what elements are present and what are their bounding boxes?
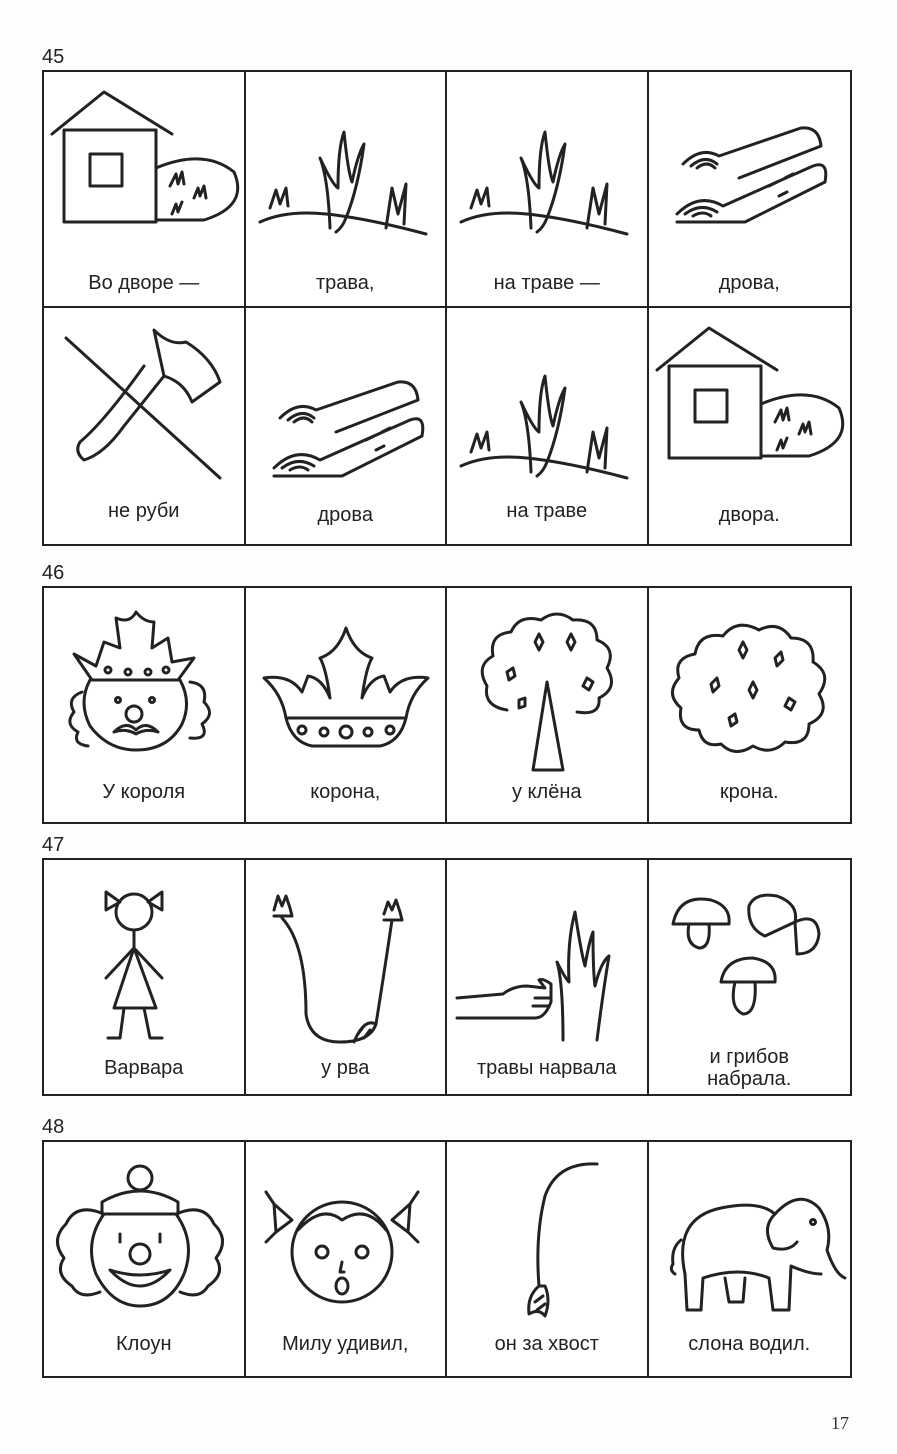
page-number: 17 [831, 1413, 849, 1433]
picture-card [649, 72, 851, 308]
crossed-axe-icon [44, 326, 244, 486]
grass-icon [447, 118, 647, 248]
exercise-48-grid [42, 1140, 852, 1378]
exercise-45-grid [42, 70, 852, 546]
picture-card [447, 860, 649, 1094]
clown-face-icon [44, 1162, 244, 1322]
picture-card [649, 308, 851, 544]
card-caption: и грибов набрала. [707, 1046, 792, 1090]
mushrooms-icon [649, 882, 849, 1032]
card-caption: Клоун [116, 1333, 172, 1355]
grass-icon [447, 362, 647, 492]
picture-card [246, 860, 448, 1094]
picture-card [649, 1142, 851, 1376]
girl-figure-icon [44, 878, 244, 1048]
card-caption: Милу удивил, [282, 1333, 409, 1355]
card-caption: травы нарвала [476, 1057, 617, 1079]
card-caption: дрова, [718, 272, 780, 294]
card-caption: у клёна [512, 781, 582, 803]
card-caption: двора. [718, 504, 780, 526]
picture-card [447, 588, 649, 822]
picture-card [44, 860, 246, 1094]
house-with-grass-icon [649, 322, 849, 472]
house-with-grass-icon [44, 86, 244, 236]
card-caption: слона водил. [688, 1333, 811, 1355]
grass-icon [246, 118, 446, 248]
picture-card [246, 1142, 448, 1376]
picture-card [246, 588, 448, 822]
ditch-icon [246, 874, 446, 1054]
tree-crown-icon [649, 610, 849, 760]
exercise-number: 45 [42, 46, 65, 68]
card-caption: не руби [108, 500, 180, 522]
card-caption: трава, [316, 272, 375, 294]
picture-card [246, 308, 448, 544]
surprised-girl-icon [246, 1170, 446, 1320]
exercise-46-grid [42, 586, 852, 824]
card-caption: на траве [506, 500, 588, 522]
card-caption: Варвара [104, 1057, 184, 1079]
king-face-icon [44, 602, 244, 762]
exercise-number: 48 [42, 1116, 65, 1138]
card-caption: он за хвост [494, 1333, 599, 1355]
picture-card [447, 308, 649, 544]
card-caption: Во дворе — [88, 272, 200, 294]
picture-card [447, 1142, 649, 1376]
card-caption: корона, [310, 781, 381, 803]
card-caption: У короля [102, 781, 186, 803]
elephant-tail-icon [447, 1156, 647, 1326]
picture-card [246, 72, 448, 308]
picture-card [649, 588, 851, 822]
card-caption: у рва [321, 1057, 370, 1079]
firewood-logs-icon [246, 360, 446, 490]
firewood-logs-icon [649, 106, 849, 236]
picture-card [44, 72, 246, 308]
maple-tree-icon [447, 602, 647, 772]
elephant-icon [649, 1178, 849, 1318]
picture-card [44, 308, 246, 544]
exercise-number: 46 [42, 562, 65, 584]
card-caption: крона. [719, 781, 779, 803]
picture-card [44, 588, 246, 822]
picture-card [649, 860, 851, 1094]
crown-icon [246, 622, 446, 762]
card-caption: на траве — [493, 272, 600, 294]
exercise-47-grid [42, 858, 852, 1096]
hand-grass-icon [447, 902, 647, 1042]
picture-card [447, 72, 649, 308]
exercise-number: 47 [42, 834, 65, 856]
card-caption: дрова [317, 504, 373, 526]
picture-card [44, 1142, 246, 1376]
